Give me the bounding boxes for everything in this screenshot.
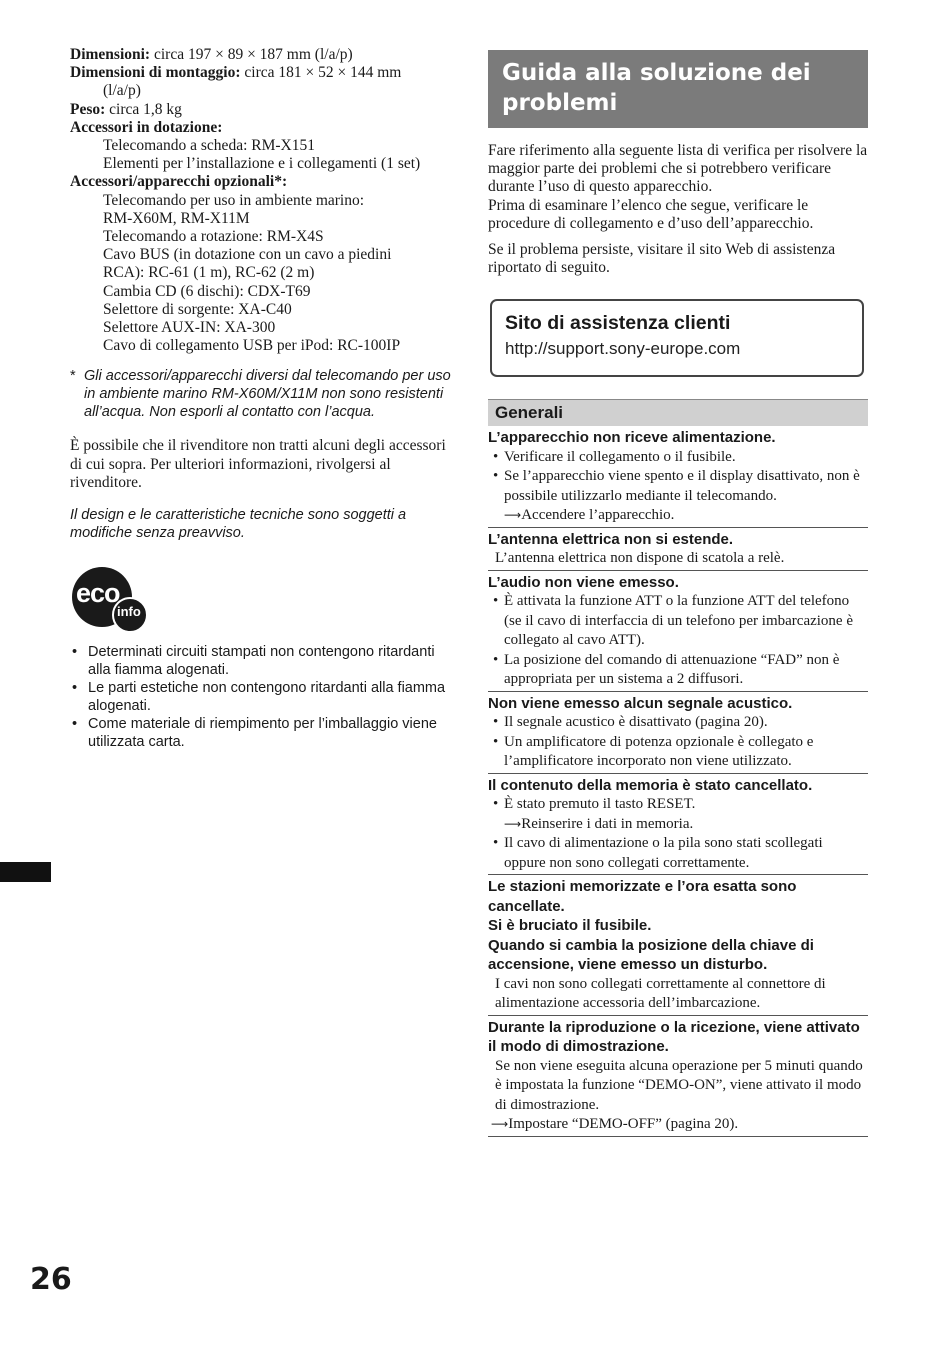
spec-line: RM-X60M, RM-X11M — [103, 209, 250, 227]
list-item: • Determinati circuiti stampati non contengono ritardanti alla fiamma alogenati. — [72, 644, 435, 679]
arrow-right-icon: ⟶ — [504, 816, 522, 831]
solution-bullet: • È stato premuto il tasto RESET. — [493, 796, 696, 813]
intro-paragraph: Prima di esaminare l’elenco che segue, verificare le procedure di collegamento e d’uso dell’apparecchio. — [488, 196, 814, 232]
section-title: Guida alla soluzione dei problemi — [488, 50, 868, 128]
support-box — [490, 299, 864, 377]
solution-bullet: • Il segnale acustico è disattivato (pagina 20). — [493, 714, 768, 731]
spec-line: Selettore AUX-IN: XA-300 — [103, 319, 276, 337]
spec-line: Cavo di collegamento USB per iPod: RC-100IP — [103, 337, 401, 355]
solution-text: Se non viene eseguita alcuna operazione per 5 minuti quando è impostata la funzione “DEMO-ON”, viene attivato il modo di dimostrazione. — [495, 1057, 863, 1113]
problem-item — [488, 426, 868, 528]
solution-text: L’antenna elettrica non dispone di scatola a relè. — [495, 550, 785, 567]
footnote-text: Gli accessori/apparecchi diversi dal telecomando per uso in ambiente marino RM-X60M/X11M non sono resistenti all’acqua. Non esporli al contatto con l’acqua. — [84, 368, 451, 421]
problem-item — [488, 528, 868, 571]
problem-heading: Non viene emesso alcun segnale acustico. — [488, 694, 793, 712]
arrow-right-icon: ⟶ — [491, 1117, 509, 1132]
spec-line: (l/a/p) — [103, 82, 141, 100]
problem-item — [488, 875, 868, 1016]
spec-line: RCA): RC-61 (1 m), RC-62 (2 m) — [103, 264, 315, 282]
spec-line: Elementi per l’installazione e i collegamenti (1 set) — [103, 155, 421, 173]
spec-line: Cambia CD (6 dischi): CDX-T69 — [103, 282, 311, 300]
eco-list — [70, 643, 455, 751]
spec-line: Cavo BUS (in dotazione con un cavo a piedini — [103, 246, 392, 264]
problem-list — [488, 426, 868, 1137]
left-column — [70, 46, 455, 751]
spec-line: Telecomando per uso in ambiente marino: — [103, 191, 365, 209]
solution-bullet: • La posizione del comando di attenuazione “FAD” non è appropriata per un sistema a 2 diffusori. — [493, 651, 840, 688]
spec-line: Dimensioni: circa 197 × 89 × 187 mm (l/a/p) — [70, 46, 353, 63]
list-item: • Come materiale di riempimento per l’imballaggio viene utilizzata carta. — [72, 716, 437, 751]
design-note: Il design e le caratteristiche tecniche sono soggetti a modifiche senza preavviso. — [70, 507, 407, 542]
problem-item — [488, 692, 868, 774]
solution-bullet: • Se l’apparecchio viene spento e il display disattivato, non è possibile utilizzarlo mediante il telecomando. — [493, 468, 860, 504]
page-number: 26 — [30, 1262, 72, 1297]
list-item: • Le parti estetiche non contengono ritardanti alla fiamma alogenati. — [72, 680, 446, 715]
solution-bullet: • Un amplificatore di potenza opzionale è collegato e l’amplificatore incorporato non viene utilizzato. — [493, 733, 814, 770]
solution-text: I cavi non sono collegati correttamente al connettore di alimentazione accessoria dell’imbarcazione. — [495, 975, 826, 1012]
intro-text — [488, 142, 868, 277]
problem-item — [488, 571, 868, 692]
spec-line: Peso: circa 1,8 kg — [70, 100, 182, 118]
problem-heading: Le stazioni memorizzate e l’ora esatta sono cancellate. Si è bruciato il fusibile. Quando si cambia la posizione della chiave di accensione, viene emesso un disturbo. — [488, 878, 814, 974]
spec-line: Telecomando a scheda: RM-X151 — [103, 137, 315, 155]
arrow-right-icon: ⟶ — [504, 508, 522, 523]
general-heading: Generali — [488, 399, 868, 426]
footnote-mark: * — [70, 368, 76, 385]
solution-action: ⟶Impostare “DEMO-OFF” (pagina 20). — [491, 1116, 739, 1133]
problem-heading: L’apparecchio non riceve alimentazione. — [488, 429, 776, 447]
problem-item — [488, 1016, 868, 1137]
spec-line: Selettore di sorgente: XA-C40 — [103, 300, 292, 318]
problem-heading: Durante la riproduzione o la ricezione, viene attivato il modo di dimostrazione. — [488, 1018, 860, 1056]
spec-line: Accessori in dotazione: — [70, 118, 223, 136]
eco-info-logo-icon: eco info — [70, 567, 148, 631]
intro-paragraph: Fare riferimento alla seguente lista di verifica per risolvere la maggior parte dei problemi che si potrebbero verificare durante l’uso di questo apparecchio. — [488, 142, 868, 196]
solution-action: ⟶Reinserire i dati in memoria. — [504, 815, 694, 832]
solution-bullet: • È attivata la funzione ATT o la funzione ATT del telefono (se il cavo di interfaccia di un telefono per imbarcazione è collegato al cavo ATT). — [493, 593, 853, 649]
problem-heading: L’antenna elettrica non si estende. — [488, 530, 734, 548]
solution-bullet: • Verificare il collegamento o il fusibile. — [493, 448, 736, 465]
chapter-tab — [0, 862, 51, 882]
solution-action: ⟶Accendere l’apparecchio. — [504, 507, 675, 524]
support-title: Sito di assistenza clienti — [505, 312, 731, 335]
spec-line: Dimensioni di montaggio: circa 181 × 52 × 144 mm — [70, 64, 402, 82]
right-column — [488, 50, 868, 1137]
footnote — [70, 367, 455, 421]
specifications — [70, 46, 455, 355]
support-url[interactable]: http://support.sony-europe.com — [505, 339, 741, 359]
spec-line: Telecomando a rotazione: RM-X4S — [103, 228, 324, 246]
problem-heading: Il contenuto della memoria è stato cancellato. — [488, 776, 813, 794]
intro-paragraph: Se il problema persiste, visitare il sito Web di assistenza riportato di seguito. — [488, 241, 836, 277]
solution-bullet: • Il cavo di alimentazione o la pila sono stati scollegati oppure non sono collegati correttamente. — [493, 835, 823, 871]
spec-line: Accessori/apparecchi opzionali*: — [70, 173, 288, 191]
dealer-note: È possibile che il rivenditore non tratti alcuni degli accessori di cui sopra. Per ulteriori informazioni, rivolgersi al rivenditore. — [70, 437, 446, 491]
problem-heading: L’audio non viene emesso. — [488, 573, 679, 591]
problem-item — [488, 774, 868, 876]
